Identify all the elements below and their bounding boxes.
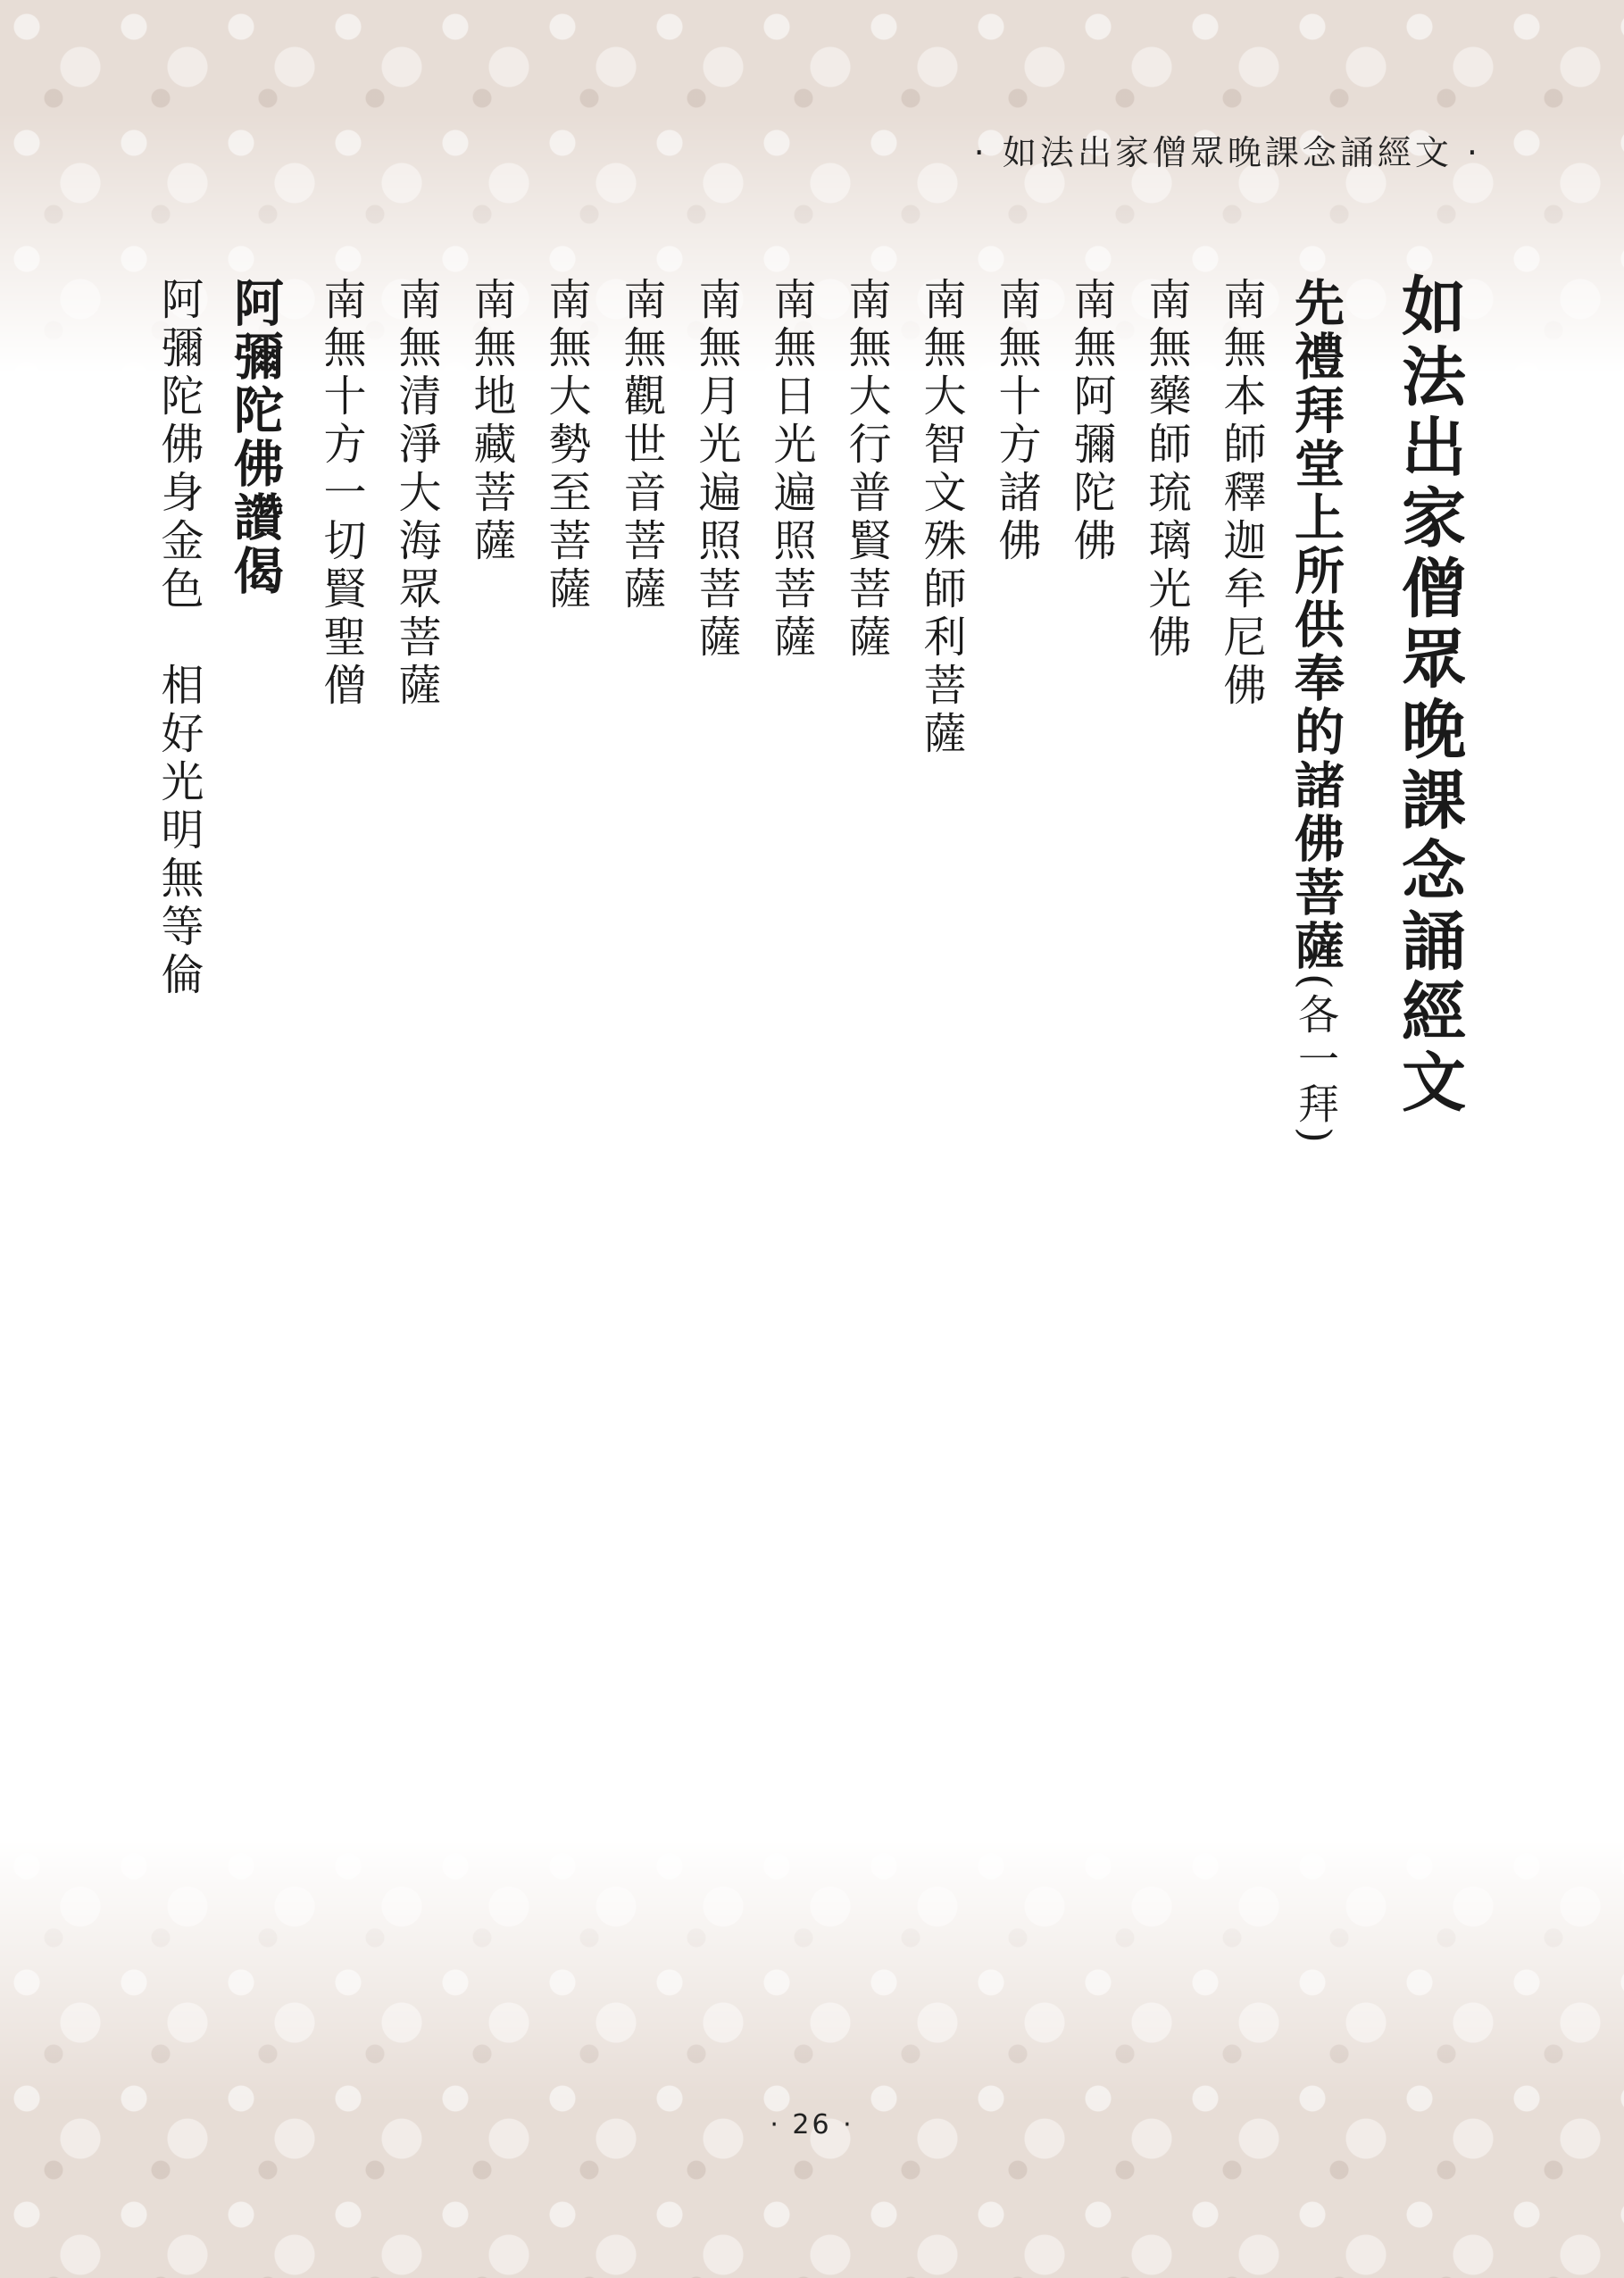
bottom-decorative-band [0,1840,1624,2278]
name-line: 南無本師釋迦牟尼佛 [1216,277,1266,711]
section-heading-bows-note: (各一拜) [1292,973,1340,1147]
name-line: 南無地藏菩薩 [466,277,516,566]
name-line: 南無大行普賢菩薩 [841,277,891,663]
name-line: 南無清淨大海眾菩薩 [391,277,441,711]
section-heading-amitabha-verse: 阿彌陀佛讚偈 [226,277,285,598]
page-number: · 26 · [770,2109,854,2140]
page-title: 如法出家僧眾晚課念誦經文 [1391,272,1467,1119]
name-line: 南無大智文殊師利菩薩 [916,277,966,759]
name-line: 南無日光遍照菩薩 [766,277,816,663]
name-line: 南無觀世音菩薩 [616,277,666,614]
name-line: 南無十方一切賢聖僧 [316,277,366,711]
name-line: 南無阿彌陀佛 [1066,277,1116,566]
section-heading-bows-text: 先禮拜堂上所供奉的諸佛菩薩 [1287,277,1345,973]
name-line: 南無大勢至菩薩 [541,277,591,614]
section-heading-bows [1287,277,1345,1147]
verse-line: 阿彌陀佛身金色 相好光明無等倫 [154,277,204,1000]
name-line: 南無藥師琉璃光佛 [1141,277,1191,663]
running-header: · 如法出家僧眾晚課念誦經文 · [973,133,1481,172]
name-line: 南無月光遍照菩薩 [691,277,741,663]
name-line: 南無十方諸佛 [991,277,1041,566]
